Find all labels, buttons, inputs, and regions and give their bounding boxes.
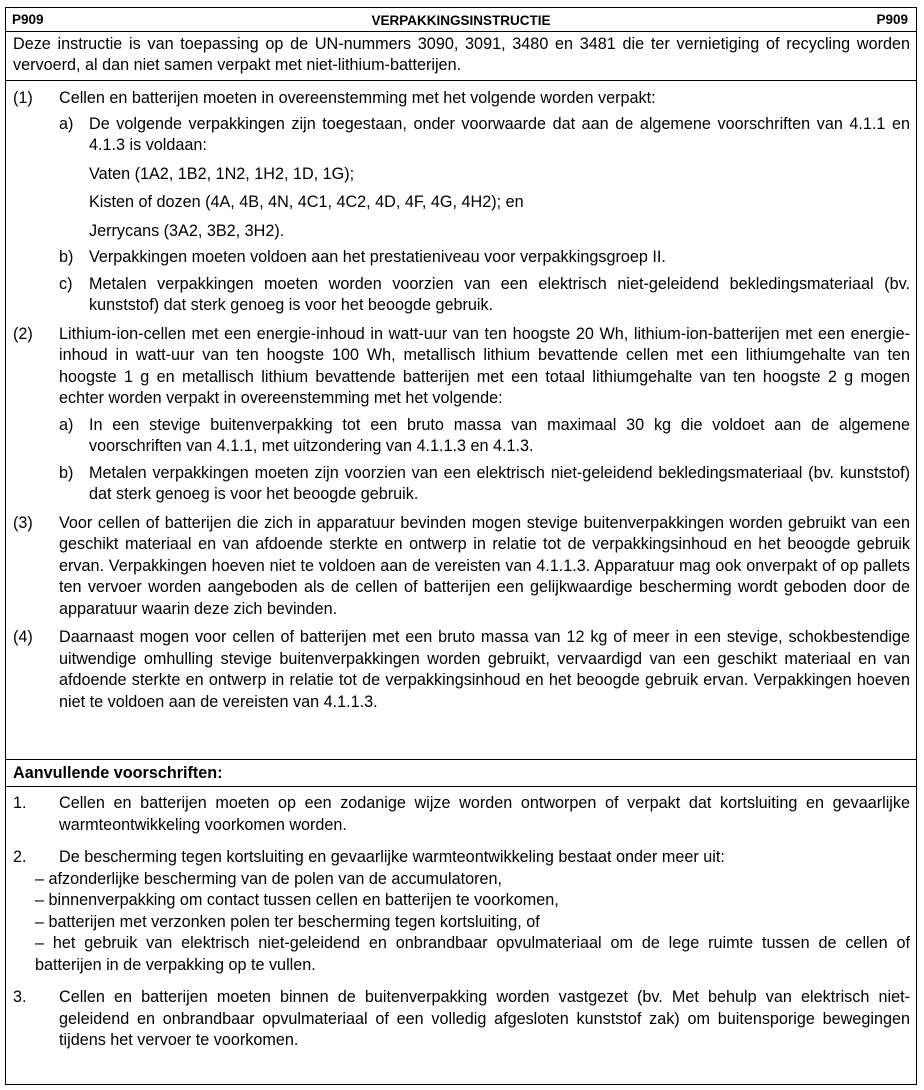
- item-number: 3.: [13, 988, 27, 1006]
- code-right: P909: [876, 12, 908, 27]
- table-title: VERPAKKINGSINSTRUCTIE: [371, 13, 551, 28]
- sub-letter: a): [59, 114, 74, 133]
- paragraph-3: [13, 513, 910, 621]
- paragraph-1: [13, 88, 910, 317]
- paragraph-2: [13, 324, 910, 506]
- intro-text: Deze instructie is van toepassing op de UN-nummers 3090, 3091, 3480 en 3481 die ter vernietiging of recycling worden vervoerd, al dan niet samen verpakt met niet-lithium-batterijen.: [6, 32, 916, 81]
- packaging-line: Kisten of dozen (4A, 4B, 4N, 4C1, 4C2, 4D, 4F, 4G, 4H2); en: [89, 193, 524, 211]
- paragraph-number: (3): [13, 513, 33, 532]
- additional-item-1: [13, 793, 910, 836]
- sub-item-b: [59, 463, 910, 506]
- dash-item: – batterijen met verzonken polen ter bescherming tegen kortsluiting, of: [35, 912, 540, 931]
- sub-item-c: [59, 274, 910, 317]
- item-text: Cellen en batterijen moeten op een zodanige wijze worden ontworpen of verpakt dat kortsluiting en gevaarlijke warmteontwikkeling voorkomen worden.: [59, 794, 910, 834]
- sub-text: Verpakkingen moeten voldoen aan het prestatieniveau voor verpakkingsgroep II.: [89, 248, 666, 266]
- dash-list: [35, 869, 910, 977]
- paragraph-number: (4): [13, 628, 33, 646]
- dash-item: – het gebruik van elektrisch niet-geleidend en onbrandbaar opvulmateriaal om de lege ruimte tussen de cellen of batterijen in de verpakking op te vullen.: [35, 934, 910, 974]
- sub-text: Metalen verpakkingen moeten zijn voorzien van een elektrisch niet-geleidend bekledingsmateriaal (bv. kunststof) dat sterk genoeg is voor het beoogde gebruik.: [89, 463, 910, 503]
- additional-section: [6, 787, 916, 1052]
- additional-heading: Aanvullende voorschriften:: [6, 760, 916, 787]
- paragraph-number: (2): [13, 324, 33, 343]
- additional-item-3: [13, 987, 910, 1052]
- instruction-table: [5, 7, 917, 1085]
- paragraph-text: Lithium-ion-cellen met een energie-inhoud in watt-uur van ten hoogste 20 Wh, lithium-ion-batterijen met een energie-inhoud in watt-uur van ten hoogste 100 Wh, metallisch lithium bevattende cellen met een lithiumgehalte van ten hoogste 1 g en metallisch lithium bevattende batterijen met een totaal lithiumgehalte van ten hoogste 2 g mogen echter worden verpakt in overeenstemming met het volgende:: [59, 324, 910, 407]
- sub-letter: c): [59, 274, 73, 293]
- item-text: De bescherming tegen kortsluiting en gevaarlijke warmteontwikkeling bestaat onder meer uit:: [59, 848, 725, 866]
- paragraph-4: [13, 627, 910, 713]
- dash-item: – afzonderlijke bescherming van de polen van de accumulatoren,: [35, 869, 503, 888]
- sub-text: Metalen verpakkingen moeten worden voorzien van een elektrisch niet-geleidend bekledingsmateriaal (bv. kunststof) dat sterk genoeg is voor het beoogde gebruik.: [89, 274, 910, 314]
- item-text: Cellen en batterijen moeten binnen de buitenverpakking worden vastgezet (bv. Met behulp van elektrisch niet-geleidend en onbrandbaar opvulmateriaal of een volledig afgesloten kunststof zak) om buitensporige bewegingen tijdens het vervoer te voorkomen.: [59, 988, 910, 1049]
- packaging-line: Jerrycans (3A2, 3B2, 3H2).: [89, 221, 285, 240]
- additional-item-2: [13, 847, 910, 869]
- sub-letter: b): [59, 248, 74, 266]
- main-section: [6, 81, 916, 760]
- sub-item-a: [59, 114, 910, 243]
- table-header: [6, 8, 916, 32]
- sub-text: De volgende verpakkingen zijn toegestaan, onder voorwaarde dat aan de algemene voorschriften van 4.1.1 en 4.1.3 is voldaan:: [89, 114, 910, 154]
- sub-letter: b): [59, 463, 74, 482]
- paragraph-text: Cellen en batterijen moeten in overeenstemming met het volgende worden verpakt:: [59, 89, 656, 107]
- code-left: P909: [12, 12, 44, 27]
- paragraph-text: Daarnaast mogen voor cellen of batterijen met een bruto massa van 12 kg of meer in een stevige, schokbestendige uitwendige omhulling stevige buitenverpakkingen worden gebruikt, vervaardigd van een geschikt materiaal en van afdoende sterkte en ontwerp in relatie tot de verpakkingsinhoud en het beoogde gebruik ervan. Verpakkingen hoeven niet te voldoen aan de vereisten van 4.1.1.3.: [59, 628, 910, 711]
- paragraph-number: (1): [13, 89, 33, 107]
- sub-item-a: [59, 415, 910, 458]
- dash-item: – binnenverpakking om contact tussen cellen en batterijen te voorkomen,: [35, 891, 559, 909]
- sub-letter: a): [59, 415, 74, 434]
- sub-item-b: [59, 247, 910, 269]
- packaging-line: Vaten (1A2, 1B2, 1N2, 1H2, 1D, 1G);: [89, 164, 355, 183]
- item-number: 2.: [13, 848, 27, 866]
- item-number: 1.: [13, 794, 27, 812]
- paragraph-text: Voor cellen of batterijen die zich in apparatuur bevinden mogen stevige buitenverpakkingen worden gebruikt van een geschikt materiaal en van afdoende sterkte en ontwerp in relatie tot de verpakkingsinhoud en het beoogde gebruik ervan. Verpakkingen hoeven niet te voldoen aan de vereisten van 4.1.1.3. Apparatuur mag ook onverpakt of op pallets ten vervoer worden aangeboden als de cellen of batterijen een gelijkwaardige bescherming wordt geboden door de apparatuur waarin deze zich bevinden.: [59, 513, 910, 618]
- sub-text: In een stevige buitenverpakking tot een bruto massa van maximaal 30 kg die voldoet aan de algemene voorschriften van 4.1.1, met uitzondering van 4.1.1.3 en 4.1.3.: [89, 415, 910, 455]
